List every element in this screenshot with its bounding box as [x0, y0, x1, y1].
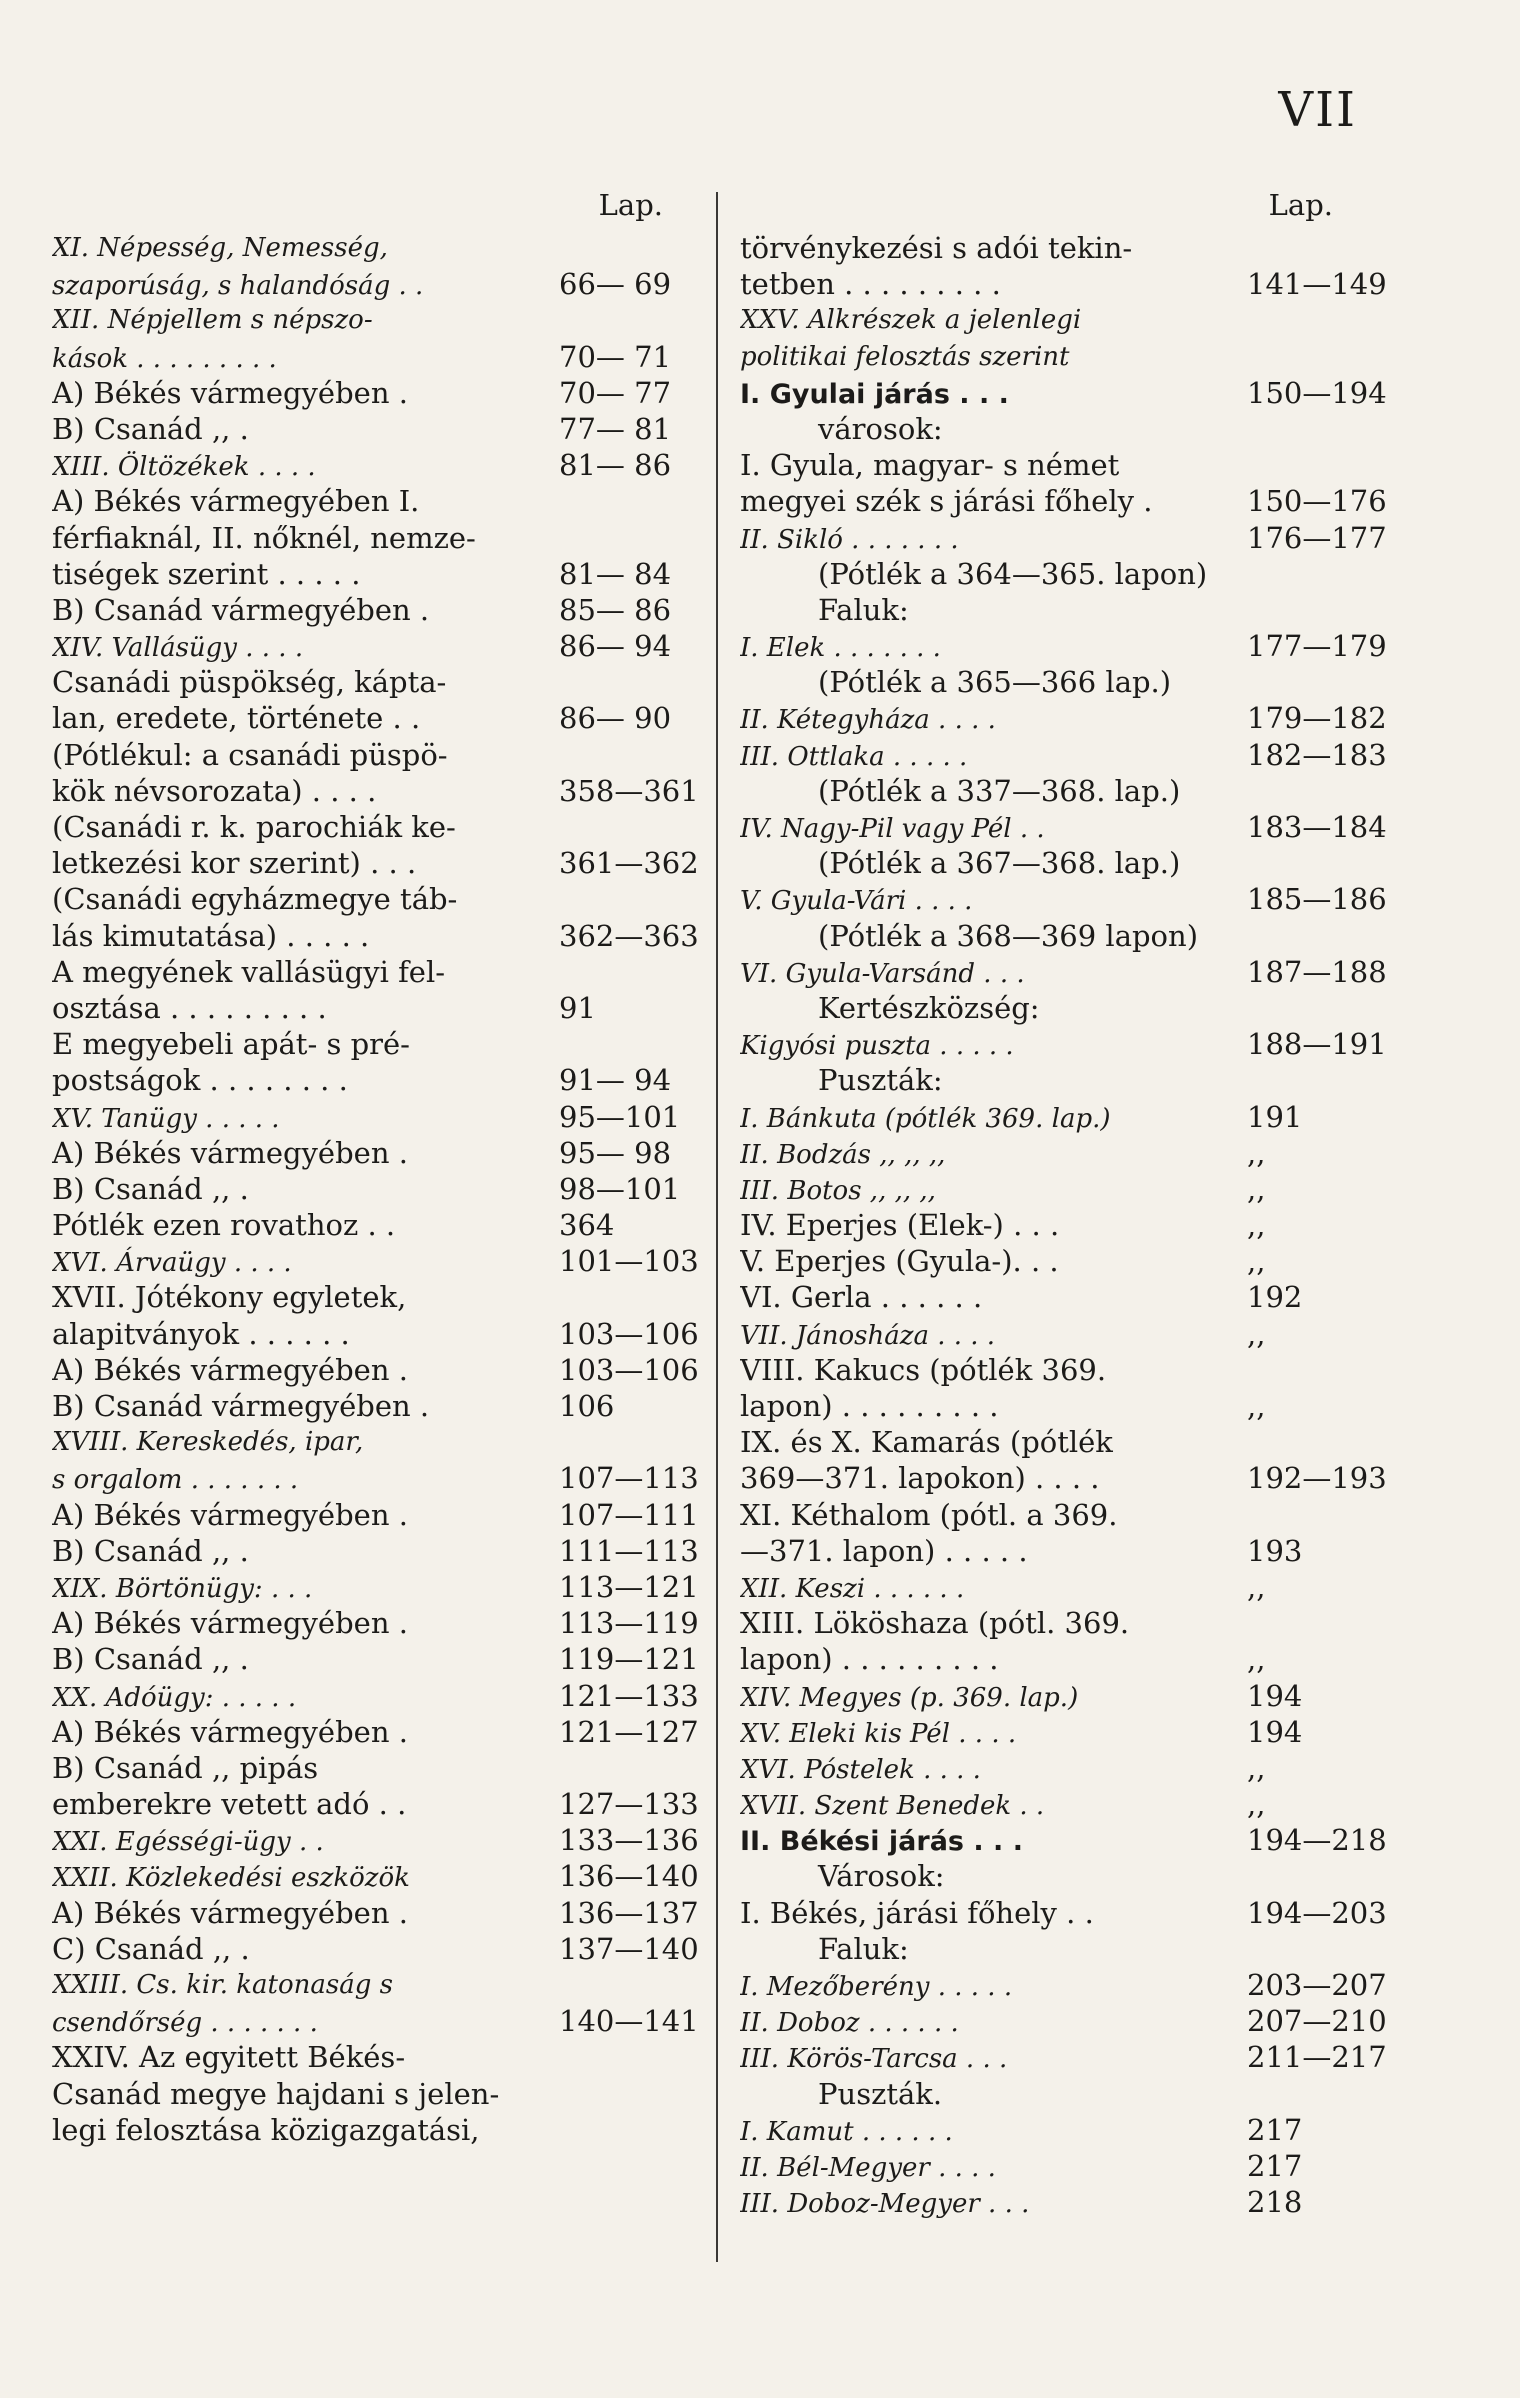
toc-entry-pages: 85— 86: [559, 592, 672, 627]
toc-entry-pages: 113—121: [559, 1569, 699, 1604]
toc-entry-pages: 136—137: [559, 1895, 699, 1930]
toc-entry: [52, 1641, 707, 1677]
toc-entry-title: tetben . . . . . . . . .: [740, 267, 1001, 302]
toc-entry-title: XIX. Börtönügy: . . .: [52, 1573, 313, 1604]
toc-entry: [740, 447, 1395, 483]
toc-entry-pages: 150—176: [1247, 484, 1387, 519]
toc-entry-pages: 91: [559, 990, 596, 1025]
toc-entry: [740, 1641, 1395, 1677]
right-rows: [740, 230, 1395, 2220]
toc-entry-title: V. Eperjes (Gyula-). . .: [740, 1244, 1059, 1279]
toc-entry: [52, 2112, 707, 2148]
toc-entry-title: B) Csanád vármegyében .: [52, 592, 430, 627]
column-divider: [716, 192, 718, 2262]
toc-entry: [52, 2076, 707, 2112]
toc-entry: [52, 1714, 707, 1750]
toc-entry: [52, 1460, 707, 1496]
toc-entry-pages: ,,: [1247, 1135, 1266, 1170]
toc-entry-pages: 176—177: [1247, 520, 1387, 555]
toc-entry-title: XIII. Lököshaza (pótl. 369.: [740, 1606, 1130, 1641]
toc-entry-pages: 136—140: [559, 1859, 699, 1894]
toc-entry-title: Csanád megye hajdani s jelen-: [52, 2076, 500, 2111]
toc-entry-title: Faluk:: [818, 1931, 909, 1966]
toc-entry: [740, 737, 1395, 773]
toc-entry: [740, 2076, 1395, 2112]
toc-entry: [740, 2039, 1395, 2075]
toc-entry-title: XVI. Póstelek . . . .: [740, 1754, 981, 1785]
toc-entry-pages: ,,: [1247, 1787, 1266, 1822]
toc-entry-title: Pótlék ezen rovathoz . .: [52, 1208, 396, 1243]
toc-entry-title: III. Botos ,, ,, ,,: [740, 1175, 936, 1206]
toc-entry: [52, 1352, 707, 1388]
toc-entry-title: B) Csanád ,, pipás: [52, 1750, 319, 1785]
toc-entry: [740, 1099, 1395, 1135]
toc-entry-title: megyei szék s járási főhely .: [740, 484, 1153, 519]
toc-entry: [740, 411, 1395, 447]
toc-entry: [740, 2003, 1395, 2039]
toc-entry-title: I. Kamut . . . . . .: [740, 2116, 953, 2147]
toc-entry: [740, 1678, 1395, 1714]
toc-entry: [740, 375, 1395, 411]
toc-entry-title: I. Békés, járási főhely . .: [740, 1895, 1094, 1930]
toc-entry: [52, 1316, 707, 1352]
toc-entry-title: Faluk:: [818, 592, 909, 627]
toc-entry: [740, 1279, 1395, 1315]
toc-entry: [740, 1750, 1395, 1786]
toc-entry-title: VII. Jánosháza . . . .: [740, 1320, 996, 1351]
toc-entry-pages: 111—113: [559, 1533, 699, 1568]
toc-entry-title: politikai felosztás szerint: [740, 341, 1070, 372]
toc-entry-title: lan, eredete, története . .: [52, 701, 421, 736]
toc-entry: [52, 483, 707, 519]
toc-entry-title: XV. Eleki kis Pél . . . .: [740, 1718, 1017, 1749]
toc-entry-title: (Pótlék a 368—369 lapon): [818, 918, 1199, 953]
toc-entry-title: XXII. Közlekedési eszközök: [52, 1863, 410, 1894]
toc-entry-title: A) Békés vármegyében .: [52, 1714, 408, 1749]
toc-entry-title: letkezési kor szerint) . . .: [52, 846, 417, 881]
toc-entry-title: XXIII. Cs. kir. katonaság s: [52, 1970, 393, 2000]
toc-entry: [52, 411, 707, 447]
toc-entry: [740, 1171, 1395, 1207]
toc-entry-title: I. Mezőberény . . . . .: [740, 1972, 1013, 2002]
toc-entry-title: II. Sikló . . . . . . .: [740, 524, 959, 555]
toc-entry-title: Puszták.: [818, 2076, 943, 2111]
toc-entry-title: IX. és X. Kamarás (pótlék: [740, 1425, 1113, 1460]
toc-entry-title: lapon) . . . . . . . . .: [740, 1389, 999, 1423]
toc-entry: [740, 2184, 1395, 2220]
toc-entry-title: postságok . . . . . . . .: [52, 1063, 348, 1098]
toc-entry-pages: 81— 84: [559, 556, 672, 591]
toc-entry-pages: 207—210: [1247, 2004, 1387, 2039]
toc-entry: [740, 339, 1395, 375]
toc-entry: [740, 809, 1395, 845]
toc-entry-title: kások . . . . . . . . .: [52, 343, 277, 374]
toc-entry-title: csendőrség . . . . . . .: [52, 2008, 318, 2039]
toc-entry-title: s orgalom . . . . . . .: [52, 1465, 299, 1496]
toc-entry: [740, 2112, 1395, 2148]
toc-entry-title: (Csanádi r. k. parochiák ke-: [52, 810, 456, 844]
toc-entry: [740, 1605, 1395, 1641]
lap-header-left: Lap.: [598, 188, 663, 222]
toc-entry: [52, 1279, 707, 1315]
toc-entry: [740, 1858, 1395, 1894]
toc-entry-title: A) Békés vármegyében I.: [52, 484, 420, 519]
toc-entry-pages: 218: [1247, 2185, 1303, 2220]
toc-entry-pages: 86— 90: [559, 701, 672, 736]
toc-entry: [52, 918, 707, 954]
toc-entry-pages: 358—361: [559, 773, 699, 808]
toc-entry-title: Kertészközség:: [818, 990, 1040, 1025]
toc-entry: [52, 302, 707, 338]
toc-entry-title: II. Doboz . . . . . .: [740, 2008, 959, 2039]
toc-entry-pages: 107—113: [559, 1461, 699, 1496]
toc-entry: [52, 1678, 707, 1714]
toc-entry: [740, 1895, 1395, 1931]
toc-entry-pages: 113—119: [559, 1606, 699, 1641]
toc-entry-title: VI. Gerla . . . . . .: [740, 1280, 983, 1315]
toc-entry: [740, 302, 1395, 338]
toc-entry: [52, 1786, 707, 1822]
toc-entry: [52, 737, 707, 773]
toc-entry-pages: 121—133: [559, 1678, 699, 1713]
toc-entry-title: (Pótlékul: a csanádi püspö-: [52, 737, 448, 772]
toc-entry-title: (Csanádi egyházmegye táb-: [52, 882, 458, 917]
toc-entry-title: III. Körös-Tarcsa . . .: [740, 2044, 1008, 2075]
toc-entry-pages: 66— 69: [559, 267, 672, 302]
toc-entry-title: V. Gyula-Vári . . . .: [740, 886, 973, 917]
toc-entry-pages: 217: [1247, 2148, 1303, 2183]
toc-entry: [52, 1388, 707, 1424]
toc-entry-title: Városok:: [818, 1859, 945, 1894]
toc-entry: [740, 2148, 1395, 2184]
toc-entry-pages: 77— 81: [559, 411, 672, 446]
toc-entry-title: IV. Eperjes (Elek-) . . .: [740, 1208, 1060, 1243]
toc-entry-title: XXV. Alkrészek a jelenlegi: [740, 305, 1082, 336]
toc-entry-title: —371. lapon) . . . . .: [740, 1533, 1028, 1568]
toc-entry-pages: 95— 98: [559, 1135, 672, 1170]
toc-entry: [740, 1786, 1395, 1822]
toc-entry-title: B) Csanád ,, .: [52, 411, 249, 446]
toc-entry: [52, 556, 707, 592]
toc-entry-title: VIII. Kakucs (pótlék 369.: [740, 1352, 1107, 1387]
toc-entry-pages: 106: [559, 1389, 615, 1423]
toc-entry: [52, 1858, 707, 1894]
toc-entry-pages: ,,: [1247, 1244, 1266, 1279]
toc-entry: [52, 1967, 707, 2003]
toc-entry: [52, 628, 707, 664]
toc-entry: [52, 520, 707, 556]
toc-entry: [740, 1714, 1395, 1750]
toc-entry-title: emberekre vetett adó . .: [52, 1787, 407, 1822]
toc-entry-title: III. Ottlaka . . . . .: [740, 741, 968, 772]
toc-entry: [52, 1207, 707, 1243]
toc-entry-pages: 133—136: [559, 1823, 699, 1858]
toc-entry: [740, 990, 1395, 1026]
toc-entry: [52, 1895, 707, 1931]
toc-entry: [52, 375, 707, 411]
toc-entry: [52, 1533, 707, 1569]
toc-entry-title: XVIII. Kereskedés, ipar,: [52, 1427, 364, 1458]
left-column: [52, 188, 707, 2148]
toc-entry: [52, 2003, 707, 2039]
toc-entry: [52, 845, 707, 881]
toc-entry-title: I. Gyulai járás . . .: [740, 378, 1009, 410]
toc-entry-title: XIV. Megyes (p. 369. lap.): [740, 1682, 1079, 1713]
toc-entry-pages: 211—217: [1247, 2040, 1387, 2075]
toc-entry: [52, 1605, 707, 1641]
toc-entry: [740, 954, 1395, 990]
toc-entry: [740, 1822, 1395, 1858]
toc-entry-title: XIII. Öltözékek . . . .: [52, 452, 316, 483]
toc-entry-title: (Pótlék a 367—368. lap.): [818, 846, 1181, 881]
toc-entry-pages: 81— 86: [559, 448, 672, 483]
toc-entry: [52, 1243, 707, 1279]
toc-entry-pages: 70— 71: [559, 339, 672, 374]
toc-entry-title: osztása . . . . . . . . .: [52, 990, 327, 1025]
toc-entry-title: lapon) . . . . . . . . .: [740, 1642, 999, 1677]
toc-entry-pages: ,,: [1247, 1171, 1266, 1206]
toc-entry-title: E megyebeli apát- s pré-: [52, 1027, 410, 1062]
toc-entry: [740, 556, 1395, 592]
toc-entry: [52, 700, 707, 736]
toc-entry: [740, 1967, 1395, 2003]
toc-entry-title: kök névsorozata) . . . .: [52, 773, 377, 808]
toc-entry-title: tiségek szerint . . . . .: [52, 556, 361, 591]
toc-entry: [52, 1099, 707, 1135]
toc-entry: [740, 1388, 1395, 1424]
toc-entry-title: XXIV. Az egyitett Békés-: [52, 2040, 406, 2075]
toc-entry-title: férfiaknál, II. nőknél, nemze-: [52, 520, 476, 555]
toc-entry: [740, 773, 1395, 809]
toc-entry-title: II. Kétegyháza . . . .: [740, 705, 996, 736]
toc-entry: [52, 1497, 707, 1533]
toc-entry: [740, 700, 1395, 736]
toc-entry: [52, 1026, 707, 1062]
toc-entry: [740, 628, 1395, 664]
toc-entry: [740, 1931, 1395, 1967]
toc-entry-title: alapitványok . . . . . .: [52, 1316, 350, 1351]
toc-entry-title: törvénykezési s adói tekin-: [740, 231, 1133, 265]
toc-entry-pages: 179—182: [1247, 701, 1387, 736]
toc-entry-pages: 98—101: [559, 1171, 681, 1206]
toc-entry-pages: 119—121: [559, 1642, 699, 1677]
toc-entry: [740, 1243, 1395, 1279]
toc-entry: [52, 266, 707, 302]
toc-entry-title: A) Békés vármegyében .: [52, 1135, 408, 1170]
toc-entry-title: XV. Tanügy . . . . .: [52, 1103, 280, 1134]
toc-entry-title: szaporúság, s halandóság . .: [52, 271, 424, 302]
toc-entry-title: Puszták:: [818, 1063, 943, 1098]
toc-entry-title: A) Békés vármegyében .: [52, 1497, 408, 1532]
toc-entry: [52, 773, 707, 809]
toc-entry-title: II. Bél-Megyer . . . .: [740, 2152, 996, 2183]
toc-entry-title: XII. Keszi . . . . . .: [740, 1573, 965, 1604]
toc-entry: [740, 1135, 1395, 1171]
toc-entry-title: XVII. Szent Benedek . .: [740, 1791, 1045, 1822]
toc-entry-pages: 103—106: [559, 1316, 699, 1351]
toc-entry: [52, 1822, 707, 1858]
toc-entry: [740, 1062, 1395, 1098]
toc-entry-pages: 140—141: [559, 2004, 699, 2039]
toc-entry-title: XIV. Vallásügy . . . .: [52, 633, 304, 664]
page-number: VII: [1278, 82, 1357, 138]
toc-entry: [740, 592, 1395, 628]
toc-entry: [740, 266, 1395, 302]
toc-entry-title: II. Bodzás ,, ,, ,,: [740, 1139, 946, 1170]
toc-entry-title: legi felosztása közigazgatási,: [52, 2112, 480, 2147]
toc-entry-title: XII. Népjellem s népszo-: [52, 305, 373, 336]
toc-entry-title: lás kimutatása) . . . . .: [52, 918, 370, 953]
toc-entry: [52, 339, 707, 375]
toc-entry-title: IV. Nagy-Pil vagy Pél . .: [740, 814, 1045, 844]
toc-entry: [740, 230, 1395, 266]
toc-entry: [52, 1931, 707, 1967]
toc-entry-pages: 150—194: [1247, 375, 1387, 410]
toc-entry-pages: 141—149: [1247, 267, 1387, 302]
toc-entry-title: Csanádi püspökség, kápta-: [52, 665, 447, 700]
toc-entry-pages: 182—183: [1247, 737, 1387, 772]
toc-entry-title: (Pótlék a 365—366 lap.): [818, 665, 1172, 700]
toc-entry: [52, 954, 707, 990]
toc-entry-title: II. Békési járás . . .: [740, 1826, 1023, 1858]
toc-entry: [740, 1207, 1395, 1243]
toc-entry-pages: 101—103: [559, 1244, 699, 1279]
toc-entry-title: 369—371. lapokon) . . . .: [740, 1461, 1100, 1496]
toc-entry-title: A) Békés vármegyében .: [52, 1606, 408, 1641]
toc-entry-pages: 194: [1247, 1714, 1303, 1749]
toc-entry: [740, 483, 1395, 519]
toc-entry-pages: 191: [1247, 1099, 1303, 1134]
toc-entry: [52, 230, 707, 266]
toc-entry-pages: 194—218: [1247, 1823, 1387, 1858]
toc-entry-title: XVI. Árvaügy . . . .: [52, 1248, 292, 1279]
toc-entry: [52, 1171, 707, 1207]
toc-entry-title: B) Csanád vármegyében .: [52, 1389, 430, 1423]
toc-entry: [52, 1062, 707, 1098]
toc-entry-pages: 361—362: [559, 846, 699, 881]
toc-entry-pages: 364: [559, 1208, 615, 1243]
toc-entry-title: (Pótlék a 337—368. lap.): [818, 773, 1181, 808]
toc-entry-pages: 203—207: [1247, 1968, 1387, 2002]
toc-entry: [740, 1497, 1395, 1533]
toc-entry-pages: 187—188: [1247, 954, 1387, 989]
lap-header-right: Lap.: [1268, 188, 1333, 222]
toc-entry-title: B) Csanád ,, .: [52, 1642, 249, 1677]
toc-entry: [740, 1352, 1395, 1388]
toc-entry: [740, 1569, 1395, 1605]
toc-entry: [52, 1750, 707, 1786]
toc-entry-title: VI. Gyula-Varsánd . . .: [740, 958, 1025, 989]
toc-entry-title: (Pótlék a 364—365. lapon): [818, 556, 1208, 591]
toc-entry: [740, 918, 1395, 954]
toc-entry: [740, 1026, 1395, 1062]
toc-entry-pages: 362—363: [559, 918, 699, 953]
toc-entry-pages: ,,: [1247, 1316, 1266, 1351]
toc-entry-pages: 177—179: [1247, 629, 1387, 664]
toc-entry: [52, 1569, 707, 1605]
toc-entry-title: I. Bánkuta (pótlék 369. lap.): [740, 1103, 1111, 1134]
toc-entry-pages: 193: [1247, 1533, 1303, 1568]
toc-entry-pages: 70— 77: [559, 375, 672, 410]
toc-entry-pages: 192—193: [1247, 1461, 1387, 1496]
toc-entry: [52, 447, 707, 483]
toc-entry: [740, 881, 1395, 917]
toc-entry: [740, 1460, 1395, 1496]
toc-entry-title: A) Békés vármegyében .: [52, 1895, 408, 1930]
toc-entry-pages: ,,: [1247, 1389, 1266, 1423]
toc-entry-title: A) Békés vármegyében .: [52, 1352, 408, 1387]
toc-entry-pages: 107—111: [559, 1497, 699, 1532]
toc-entry: [52, 1135, 707, 1171]
toc-entry-pages: 103—106: [559, 1352, 699, 1387]
toc-entry-pages: 183—184: [1247, 810, 1387, 844]
toc-entry-title: Kigyósi puszta . . . . .: [740, 1031, 1014, 1062]
toc-entry-pages: ,,: [1247, 1569, 1266, 1604]
toc-entry-pages: 185—186: [1247, 882, 1387, 917]
toc-entry: [52, 881, 707, 917]
toc-entry-pages: 217: [1247, 2112, 1303, 2147]
toc-entry-title: A) Békés vármegyében .: [52, 375, 408, 410]
toc-entry: [52, 2039, 707, 2075]
right-column: [740, 188, 1395, 2220]
toc-entry-pages: 194—203: [1247, 1895, 1387, 1930]
toc-entry: [740, 845, 1395, 881]
toc-entry-pages: ,,: [1247, 1750, 1266, 1785]
toc-entry: [740, 1533, 1395, 1569]
toc-entry-pages: 95—101: [559, 1099, 681, 1134]
toc-entry: [740, 664, 1395, 700]
toc-entry-title: XI. Népesség, Nemesség,: [52, 233, 388, 263]
toc-entry-title: XXI. Egésségi-ügy . .: [52, 1827, 324, 1858]
toc-entry-title: XVII. Jótékony egyletek,: [52, 1280, 407, 1315]
toc-entry-pages: ,,: [1247, 1642, 1266, 1677]
toc-entry-pages: 194: [1247, 1678, 1303, 1713]
toc-entry-title: I. Gyula, magyar- s német: [740, 448, 1120, 483]
toc-entry-pages: 192: [1247, 1280, 1303, 1315]
toc-entry-pages: 121—127: [559, 1714, 699, 1749]
toc-entry: [52, 809, 707, 845]
toc-entry: [52, 990, 707, 1026]
left-rows: [52, 230, 707, 2148]
toc-entry-pages: 91— 94: [559, 1063, 672, 1098]
toc-entry-title: I. Elek . . . . . . .: [740, 633, 941, 664]
toc-entry-pages: 127—133: [559, 1787, 699, 1822]
toc-entry-pages: 188—191: [1247, 1027, 1387, 1062]
toc-entry: [740, 1424, 1395, 1460]
toc-entry: [52, 592, 707, 628]
toc-entry: [52, 1424, 707, 1460]
toc-entry-pages: 137—140: [559, 1931, 699, 1966]
toc-entry-pages: ,,: [1247, 1208, 1266, 1243]
toc-entry: [52, 664, 707, 700]
toc-entry: [740, 520, 1395, 556]
toc-entry-title: B) Csanád ,, .: [52, 1171, 249, 1206]
toc-entry-pages: 86— 94: [559, 629, 672, 664]
toc-entry-title: XX. Adóügy: . . . . .: [52, 1682, 297, 1713]
toc-entry: [740, 1316, 1395, 1352]
toc-entry-title: XI. Kéthalom (pótl. a 369.: [740, 1497, 1118, 1532]
toc-entry-title: A megyének vallásügyi fel-: [52, 954, 446, 989]
toc-entry-title: B) Csanád ,, .: [52, 1533, 249, 1568]
toc-entry-title: C) Csanád ,, .: [52, 1931, 250, 1966]
toc-entry-title: III. Doboz-Megyer . . .: [740, 2189, 1030, 2220]
toc-entry-title: városok:: [818, 411, 943, 446]
